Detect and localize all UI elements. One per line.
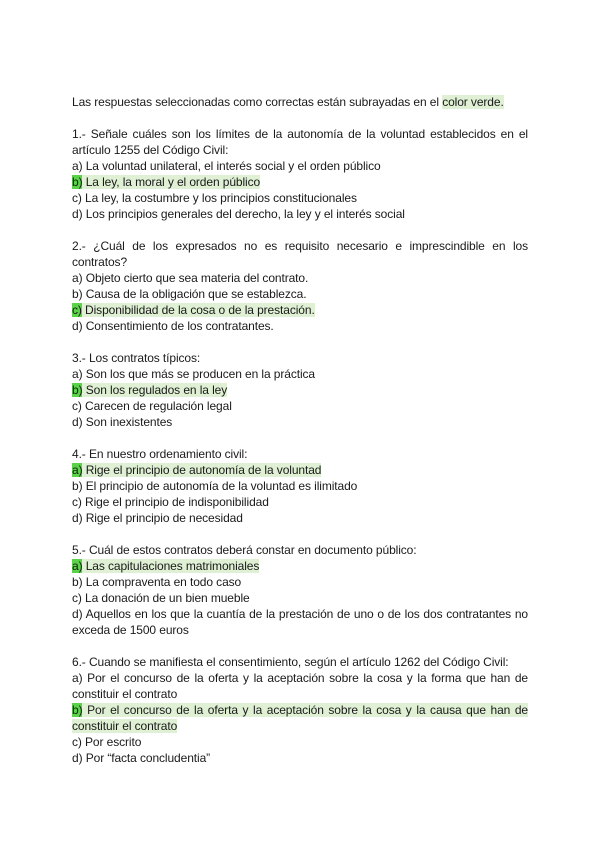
- option-letter: b): [72, 479, 83, 493]
- option-text: Rige el principio de autonomía de la voluntad: [82, 463, 322, 477]
- intro-paragraph: [72, 94, 528, 110]
- answer-option-correct: [72, 382, 528, 398]
- option-text: Por “facta concludentia”: [82, 751, 211, 765]
- option-text: La donación de un bien mueble: [81, 591, 250, 605]
- answer-option: [72, 606, 528, 638]
- option-letter: b): [72, 287, 83, 301]
- option-text: Por escrito: [81, 735, 142, 749]
- answer-option: [72, 206, 528, 222]
- answer-option-correct: [72, 174, 528, 190]
- option-text: Aquellos en los que la cuantía de la prestación de uno o de los dos contratantes no exceda de 1500 euros: [72, 607, 528, 637]
- option-letter: b): [72, 383, 83, 397]
- question-text: 2.- ¿Cuál de los expresados no es requisito necesario e imprescindible en los contratos?: [72, 239, 528, 269]
- option-text: Las capitulaciones matrimoniales: [82, 559, 260, 573]
- question-block: [72, 238, 528, 334]
- answer-option: [72, 366, 528, 382]
- option-letter: b): [72, 175, 83, 189]
- option-letter: d): [72, 319, 83, 333]
- option-text: Rige el principio de indisponibilidad: [81, 495, 269, 509]
- option-letter: b): [72, 703, 83, 717]
- answer-option-correct: [72, 302, 528, 318]
- answer-option: [72, 590, 528, 606]
- question-text: 5.- Cuál de estos contratos deberá constar en documento público:: [72, 543, 417, 557]
- answer-option: [72, 158, 528, 174]
- question-text: 4.- En nuestro ordenamiento civil:: [72, 447, 248, 461]
- option-letter: d): [72, 207, 83, 221]
- option-letter: b): [72, 575, 83, 589]
- answer-option: [72, 190, 528, 206]
- questions-list: [72, 126, 528, 766]
- option-letter: a): [72, 463, 83, 477]
- option-text: La ley, la moral y el orden público: [82, 175, 261, 189]
- answer-option-correct: [72, 462, 528, 478]
- option-text: Rige el principio de necesidad: [82, 511, 243, 525]
- option-text: La compraventa en todo caso: [82, 575, 242, 589]
- option-text: Consentimiento de los contratantes.: [82, 319, 274, 333]
- option-text: La voluntad unilateral, el interés social y el orden público: [82, 159, 381, 173]
- option-letter: c): [72, 591, 82, 605]
- answer-option: [72, 318, 528, 334]
- intro-highlight: color verde.: [442, 95, 504, 109]
- option-letter: a): [72, 367, 83, 381]
- question-text: 3.- Los contratos típicos:: [72, 351, 201, 365]
- option-text: Disponibilidad de la cosa o de la prestación.: [81, 303, 315, 317]
- answer-option: [72, 286, 528, 302]
- question-text: 1.- Señale cuáles son los límites de la autonomía de la voluntad establecidos en el artículo 1255 del Código Civil:: [72, 127, 528, 157]
- question-block: [72, 542, 528, 638]
- answer-option: [72, 670, 528, 702]
- option-letter: a): [72, 271, 83, 285]
- option-letter: d): [72, 607, 83, 621]
- option-letter: a): [72, 559, 83, 573]
- option-letter: c): [72, 399, 82, 413]
- answer-option-correct: [72, 558, 528, 574]
- option-text: Son los que más se producen en la práctica: [82, 367, 315, 381]
- question-text: 6.- Cuando se manifiesta el consentimiento, según el artículo 1262 del Código Civil:: [72, 655, 509, 669]
- option-letter: d): [72, 511, 83, 525]
- answer-option: [72, 478, 528, 494]
- question-block: [72, 126, 528, 222]
- question-block: [72, 350, 528, 430]
- option-text: Son inexistentes: [82, 415, 173, 429]
- option-letter: d): [72, 751, 83, 765]
- answer-option: [72, 414, 528, 430]
- answer-option: [72, 734, 528, 750]
- question-block: [72, 654, 528, 766]
- option-letter: a): [72, 159, 83, 173]
- answer-option: [72, 510, 528, 526]
- option-text: Causa de la obligación que se establezca.: [82, 287, 307, 301]
- intro-text: Las respuestas seleccionadas como correctas están subrayadas en el: [72, 95, 443, 109]
- option-text: Por el concurso de la oferta y la aceptación sobre la cosa y la forma que han de constituir el contrato: [72, 671, 528, 701]
- answer-option: [72, 750, 528, 766]
- answer-option: [72, 494, 528, 510]
- option-letter: c): [72, 735, 82, 749]
- option-text: Por el concurso de la oferta y la aceptación sobre la cosa y la causa que han de constituir el contrato: [72, 703, 528, 733]
- option-letter: d): [72, 415, 83, 429]
- option-letter: a): [72, 671, 83, 685]
- option-letter: c): [72, 191, 82, 205]
- option-letter: c): [72, 495, 82, 509]
- answer-option: [72, 574, 528, 590]
- option-text: Objeto cierto que sea materia del contrato.: [82, 271, 309, 285]
- answer-option-correct: [72, 702, 528, 734]
- option-text: El principio de autonomía de la voluntad es ilimitado: [82, 479, 358, 493]
- question-block: [72, 446, 528, 526]
- document-body: [72, 94, 528, 782]
- option-letter: c): [72, 303, 82, 317]
- option-text: La ley, la costumbre y los principios constitucionales: [81, 191, 357, 205]
- option-text: Los principios generales del derecho, la ley y el interés social: [82, 207, 405, 221]
- answer-option: [72, 398, 528, 414]
- option-text: Son los regulados en la ley: [82, 383, 228, 397]
- option-text: Carecen de regulación legal: [81, 399, 232, 413]
- answer-option: [72, 270, 528, 286]
